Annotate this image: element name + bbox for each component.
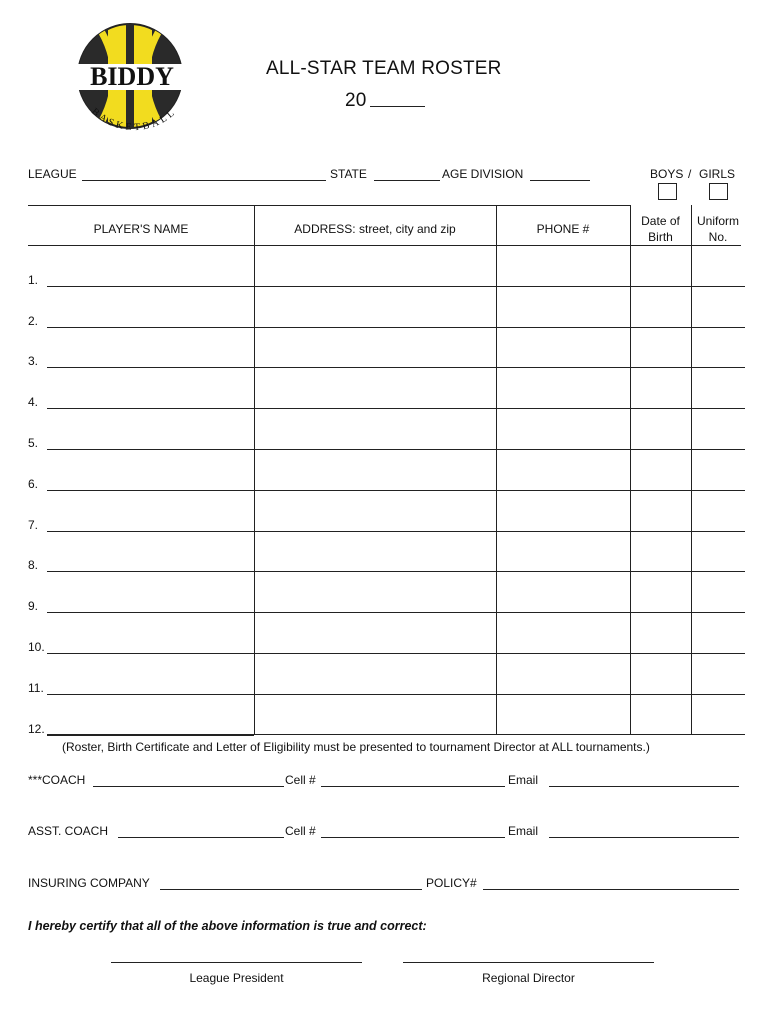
page-title: ALL-STAR TEAM ROSTER: [266, 58, 502, 79]
table-row-rule: [254, 531, 745, 532]
player-name-field[interactable]: [47, 408, 254, 409]
coach-email-label: Email: [508, 773, 539, 787]
row-number: 2.: [28, 314, 39, 328]
player-name-field[interactable]: [47, 571, 254, 572]
boys-checkbox[interactable]: [658, 183, 677, 200]
coach-label: ***COACH: [28, 773, 86, 787]
coach-cell-label: Cell #: [285, 773, 316, 787]
col-header-name: PLAYER'S NAME: [93, 222, 189, 236]
year-label: 20: [345, 90, 367, 111]
player-name-field[interactable]: [47, 449, 254, 450]
table-row-rule: [254, 694, 745, 695]
col-header-dob-line1: Date of: [641, 214, 680, 228]
col-header-uniform-line2: No.: [708, 230, 728, 244]
table-bottom-rule: [47, 734, 745, 735]
table-row-rule: [254, 490, 745, 491]
row-number: 10.: [28, 640, 45, 654]
basketball-logo-graphic: [68, 18, 198, 143]
player-name-field[interactable]: [47, 531, 254, 532]
girls-checkbox[interactable]: [709, 183, 728, 200]
col-divider-dob: [691, 205, 692, 734]
insuring-company-label: INSURING COMPANY: [28, 876, 150, 890]
table-row-rule: [254, 367, 745, 368]
table-row-rule: [254, 612, 745, 613]
state-field[interactable]: [374, 180, 440, 181]
table-row-rule: [254, 653, 745, 654]
director-signature-line[interactable]: [403, 962, 654, 963]
table-row-rule: [254, 408, 745, 409]
policy-label: POLICY#: [426, 876, 477, 890]
row-number: 3.: [28, 354, 39, 368]
table-header-rule: [28, 245, 741, 246]
player-name-field[interactable]: [47, 286, 254, 287]
state-label: STATE: [330, 167, 367, 181]
gender-separator: /: [688, 167, 692, 181]
row-number: 6.: [28, 477, 39, 491]
table-top-rule: [28, 205, 630, 206]
asst-coach-cell-field[interactable]: [321, 837, 505, 838]
age-division-label: AGE DIVISION: [442, 167, 524, 181]
player-name-field[interactable]: [47, 612, 254, 613]
coach-name-field[interactable]: [93, 786, 284, 787]
col-header-uniform-line1: Uniform: [696, 214, 739, 228]
coach-email-field[interactable]: [549, 786, 739, 787]
svg-text:BIDDY: BIDDY: [90, 62, 174, 91]
asst-coach-email-field[interactable]: [549, 837, 739, 838]
player-name-field[interactable]: [47, 327, 254, 328]
league-label: LEAGUE: [28, 167, 77, 181]
president-signature-line[interactable]: [111, 962, 362, 963]
insuring-company-field[interactable]: [160, 889, 422, 890]
player-name-field[interactable]: [47, 694, 254, 695]
boys-label: BOYS: [650, 167, 684, 181]
table-row-rule: [254, 286, 745, 287]
col-divider-phone: [630, 205, 631, 734]
table-row-rule: [254, 571, 745, 572]
player-name-field[interactable]: [47, 735, 254, 736]
col-divider-address: [496, 205, 497, 734]
league-field[interactable]: [82, 180, 326, 181]
col-divider-name: [254, 205, 255, 734]
asst-coach-email-label: Email: [508, 824, 539, 838]
row-number: 8.: [28, 558, 39, 572]
table-row-rule: [254, 327, 745, 328]
svg-text:BASKETBALL: BASKETBALL: [89, 106, 179, 134]
asst-coach-name-field[interactable]: [118, 837, 284, 838]
row-number: 5.: [28, 436, 39, 450]
asst-coach-label: ASST. COACH: [28, 824, 109, 838]
row-number: 12.: [28, 722, 45, 736]
age-division-field[interactable]: [530, 180, 590, 181]
director-label: Regional Director: [482, 971, 575, 985]
row-number: 7.: [28, 518, 39, 532]
biddy-logo: [68, 18, 198, 143]
player-name-field[interactable]: [47, 490, 254, 491]
col-header-phone: PHONE #: [536, 222, 590, 236]
col-header-dob-line2: Birth: [648, 230, 673, 244]
table-row-rule: [254, 449, 745, 450]
player-name-field[interactable]: [47, 653, 254, 654]
row-number: 1.: [28, 273, 39, 287]
asst-coach-cell-label: Cell #: [285, 824, 316, 838]
row-number: 11.: [28, 681, 44, 695]
col-header-address: ADDRESS: street, city and zip: [294, 222, 456, 236]
row-number: 9.: [28, 599, 39, 613]
requirements-note: (Roster, Birth Certificate and Letter of Eligibility must be presented to tournament Director at ALL tournaments.): [62, 740, 650, 754]
girls-label: GIRLS: [699, 167, 736, 181]
policy-field[interactable]: [483, 889, 739, 890]
president-label: League President: [189, 971, 284, 985]
year-field[interactable]: [370, 106, 425, 107]
coach-cell-field[interactable]: [321, 786, 505, 787]
player-name-field[interactable]: [47, 367, 254, 368]
certification-statement: I hereby certify that all of the above information is true and correct:: [28, 919, 427, 933]
row-number: 4.: [28, 395, 39, 409]
